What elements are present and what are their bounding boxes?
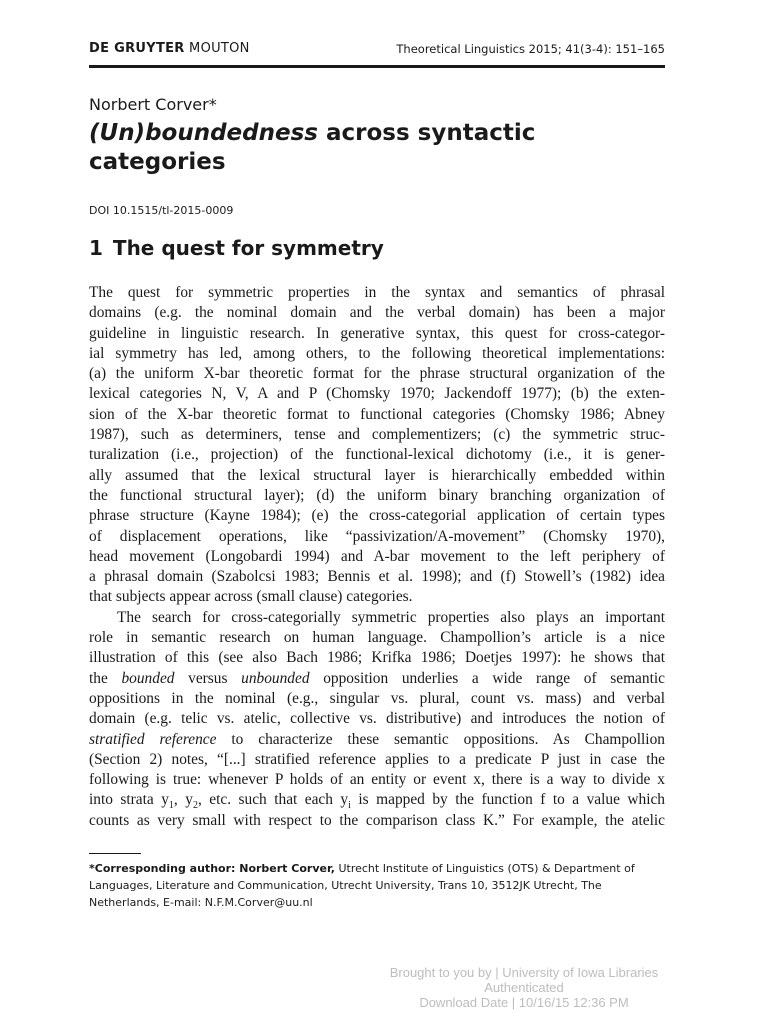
body-line: the bounded versus unbounded opposition underlies a wide range of semantic xyxy=(89,669,665,687)
body-line: domains (e.g. the nominal domain and the verbal domain) has been a major xyxy=(89,304,665,322)
body-line: counts as very small with respect to the comparison class K.” For example, the atelic xyxy=(89,811,665,829)
emphasis: unbounded xyxy=(241,669,310,687)
body-line: phrase structure (Kayne 1984); (e) the cross-categorial application of certain types xyxy=(89,507,665,525)
article-title: (Un)boundedness across syntactic categories xyxy=(89,120,536,175)
body-line: ally assumed that the lexical structural layer is hierarchically embedded within xyxy=(89,466,665,484)
body-line: The search for cross-categorially symmetric properties also plays an important xyxy=(117,608,665,626)
body-text xyxy=(89,283,665,831)
doi: DOI 10.1515/tl-2015-0009 xyxy=(89,204,234,217)
emphasis: bounded xyxy=(121,669,175,687)
body-line: domain (e.g. telic vs. atelic, collective vs. distributive) and introduces the notion of xyxy=(89,710,665,728)
body-line: following is true: whenever P holds of an entity or event x, there is a way to divide x xyxy=(89,771,665,789)
body-line: into strata $y_1$, $y_2$, etc. such that each $y_i$ is mapped by the function f to a value which xyxy=(89,791,665,811)
header-rule xyxy=(89,65,665,68)
download-watermark: Brought to you by | University of Iowa Libraries Authenticated Download Date | 10/16/15 12:36 PM xyxy=(389,965,659,1010)
body-line: that subjects appear across (small clause) categories. xyxy=(89,588,413,606)
publisher-logo: DE GRUYTER MOUTON xyxy=(89,41,250,56)
body-line: lexical categories N, V, A and P (Chomsky 1970; Jackendoff 1977); (b) the exten- xyxy=(89,385,665,403)
body-line: a phrasal domain (Szabolcsi 1983; Bennis et al. 1998); and (f) Stowell’s (1982) idea xyxy=(89,568,665,586)
footnote-rule xyxy=(89,853,141,854)
body-line: 1987), such as determiners, tense and complementizers; (c) the symmetric struc- xyxy=(89,426,665,444)
body-line: illustration of this (see also Bach 1986; Krifka 1986; Doetjes 1997): he shows that xyxy=(89,649,665,667)
section-number: 1 xyxy=(89,236,103,260)
body-line: guideline in linguistic research. In generative syntax, this quest for cross-categor- xyxy=(89,324,665,342)
body-line: (Section 2) notes, “[...] stratified reference applies to a predicate P just in case the xyxy=(89,750,665,768)
running-header xyxy=(89,41,665,61)
body-line: The quest for symmetric properties in the syntax and semantics of phrasal xyxy=(89,284,665,301)
author-name: Norbert Corver* xyxy=(89,95,217,114)
emphasis: stratified reference xyxy=(89,730,217,748)
body-line: role in semantic research on human language. Champollion’s article is a nice xyxy=(89,629,665,647)
body-line: oppositions in the nominal (e.g., singular vs. plural, count vs. mass) and verbal xyxy=(89,689,665,707)
journal-citation: Theoretical Linguistics 2015; 41(3-4): 151–165 xyxy=(396,42,665,56)
body-line: sion of the X-bar theoretic format to functional categories (Chomsky 1986; Abney xyxy=(89,405,665,423)
footnote: *Corresponding author: Norbert Corver, Utrecht Institute of Linguistics (OTS) & Department of Languages, Literature and Communication, Utrecht University, Trans 10, 3512JK Utrecht, The Netherlands, E-mail: N.F.M.Corver@uu.nl xyxy=(89,862,635,909)
body-line: ial symmetry has led, among others, to the following theoretical implementations: xyxy=(89,344,665,362)
body-line: the functional structural layer); (d) the uniform binary branching organization of xyxy=(89,486,665,504)
body-line: turalization (i.e., projection) of the functional-lexical dichotomy (i.e., it is gener- xyxy=(89,446,665,464)
section-heading xyxy=(89,236,384,260)
body-line: stratified reference to characterize these semantic oppositions. As Champollion xyxy=(89,730,665,748)
body-line: of displacement operations, like “passivization/A-movement” (Chomsky 1970), xyxy=(89,527,665,545)
body-line: (a) the uniform X-bar theoretic format for the phrase structural organization of the xyxy=(89,365,665,383)
section-title: The quest for symmetry xyxy=(112,236,384,260)
body-line: head movement (Longobardi 1994) and A-bar movement to the left periphery of xyxy=(89,547,665,565)
